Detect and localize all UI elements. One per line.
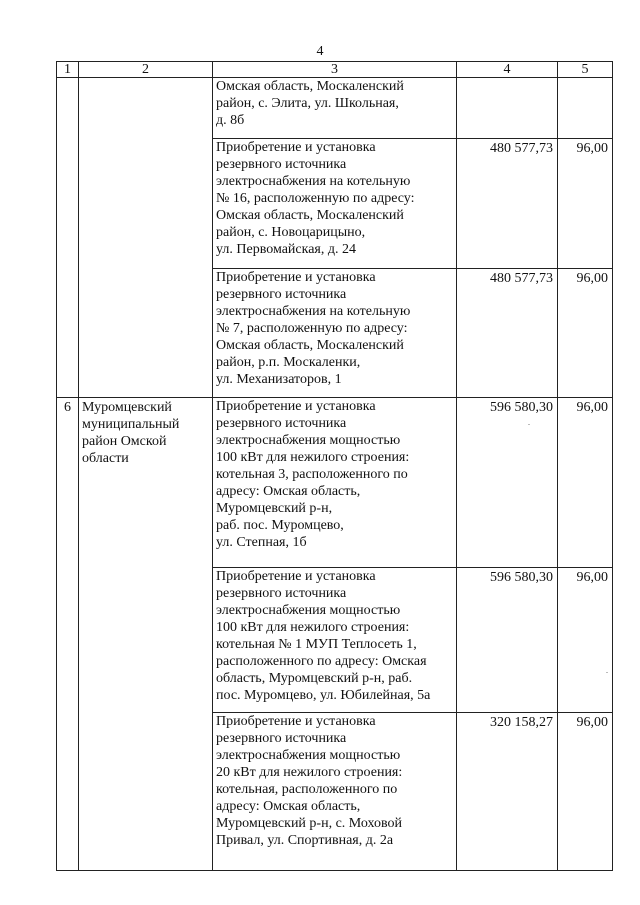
percent-cell: 96,00 [558,568,613,713]
scan-speck [528,424,530,425]
amount-cell: 596 580,30 [457,568,558,713]
description-line: Омская область, Москаленский [216,79,404,94]
description-line: резервного источника [216,157,347,172]
description-line: адресу: Омская область, [216,484,361,499]
description-line: № 16, расположенную по адресу: [216,191,415,206]
description-cell [213,139,457,269]
description-line: 100 кВт для нежилого строения: [216,450,410,465]
description-line: д. 8б [216,113,245,128]
amount-cell [457,78,558,139]
header-col-3: 3 [213,62,457,78]
description-line: Омская область, Москаленский [216,208,404,223]
description-line: ул. Первомайская, д. 24 [216,242,356,257]
description-cell [213,568,457,713]
amount-cell: 480 577,73 [457,139,558,269]
description-line: Приобретение и установка [216,569,376,584]
description-line: раб. пос. Муромцево, [216,518,344,533]
table-header-row [57,62,613,78]
description-line: Приобретение и установка [216,399,376,414]
description-line: резервного источника [216,416,347,431]
description-line: электроснабжения мощностью [216,433,401,448]
header-col-2: 2 [79,62,213,78]
percent-cell: 96,00 [558,139,613,269]
description-line: котельная № 1 МУП Теплосеть 1, [216,637,417,652]
amount-cell: 480 577,73 [457,269,558,398]
description-line: Муромцевский р-н, с. Моховой [216,816,403,831]
header-col-5: 5 [558,62,613,78]
amount-cell: 596 580,30 [457,398,558,568]
table-row [57,398,613,568]
description-line: электроснабжения мощностью [216,603,401,618]
description-line: электроснабжения на котельную [216,304,411,319]
description-cell [213,398,457,568]
description-line: район, с. Новоцарицыно, [216,225,366,240]
description-line: расположенного по адресу: Омская [216,654,427,669]
description-line: № 7, расположенную по адресу: [216,321,408,336]
description-line: область, Муромцевский р-н, раб. [216,671,413,686]
description-line: ул. Степная, 1б [216,535,307,550]
description-cell [213,713,457,871]
table-row [57,78,613,139]
description-line: Муромцевский р-н, [216,501,333,516]
district-cell [79,78,213,398]
description-line: Омская область, Москаленский [216,338,404,353]
description-line: 100 кВт для нежилого строения: [216,620,410,635]
percent-cell: 96,00 [558,713,613,871]
description-line: резервного источника [216,287,347,302]
percent-cell: 96,00 [558,398,613,568]
amount-cell: 320 158,27 [457,713,558,871]
allocation-table [56,61,613,871]
description-line: адресу: Омская область, [216,799,361,814]
description-line: район, с. Элита, ул. Школьная, [216,96,399,111]
scan-speck [606,672,608,673]
district-cell: Муромцевский муниципальный район Омской области [79,398,213,871]
row-number-cell [57,78,79,398]
header-col-1: 1 [57,62,79,78]
page-number: 4 [316,44,324,59]
description-line: 20 кВт для нежилого строения: [216,765,403,780]
description-line: резервного источника [216,731,347,746]
description-line: резервного источника [216,586,347,601]
percent-cell [558,78,613,139]
percent-cell: 96,00 [558,269,613,398]
description-line: электроснабжения мощностью [216,748,401,763]
description-line: котельная, расположенного по [216,782,398,797]
row-number-cell: 6 [57,398,79,871]
description-line: электроснабжения на котельную [216,174,411,189]
description-cell [213,269,457,398]
description-line: котельная 3, расположенного по [216,467,408,482]
description-line: Приобретение и установка [216,140,376,155]
description-line: Приобретение и установка [216,714,376,729]
header-col-4: 4 [457,62,558,78]
description-line: район, р.п. Москаленки, [216,355,361,370]
description-line: ул. Механизаторов, 1 [216,372,342,387]
description-line: Привал, ул. Спортивная, д. 2а [216,833,394,848]
description-line: Приобретение и установка [216,270,376,285]
description-cell [213,78,457,139]
description-line: пос. Муромцево, ул. Юбилейная, 5а [216,688,431,703]
